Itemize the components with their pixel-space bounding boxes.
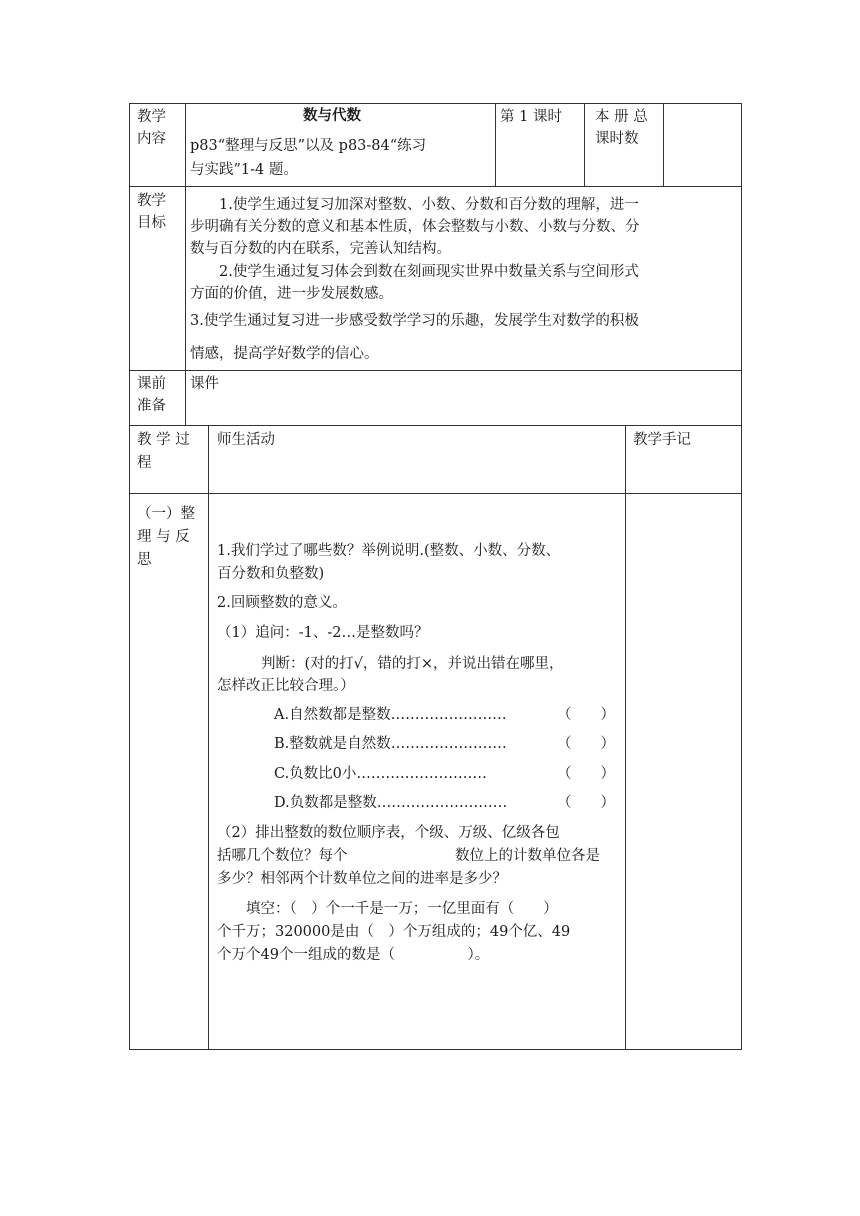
table-top-border (129, 103, 741, 104)
judge-item-text: D.负数都是整数……………………… (274, 795, 508, 811)
question-2-2-line-2b: 数位上的计数单位各是 (455, 848, 600, 864)
total-hours-label-2: 课时数 (595, 131, 639, 147)
objectives-label-2: 目标 (137, 215, 166, 231)
row-divider-objectives (129, 186, 741, 187)
content-line-1: p83“整理与反思”以及 p83-84“练习 (190, 138, 427, 154)
objectives-label-1: 教学 (137, 193, 166, 209)
judge-line-2: 怎样改正比较合理。） (217, 678, 355, 694)
judge-item-answer: （ ） (557, 766, 615, 782)
judge-item-text: B.整数就是自然数…………………… (274, 736, 507, 752)
objective-line: 情感，提高学好数学的信心。 (190, 346, 379, 362)
judge-item-answer: （ ） (557, 795, 615, 811)
judge-item-text: A.自然数都是整数…………………… (274, 707, 507, 723)
question-1-line-2: 百分数和负整数) (217, 566, 325, 582)
fill-blank-line-2: 个千万；320000是由（ ）个万组成的；49个亿、49 (217, 924, 571, 940)
question-2-2-line-2a: 括哪几个数位？每个 (217, 848, 348, 864)
row-divider-section (129, 493, 741, 494)
question-2-2-line-3: 多少？相邻两个计数单位之间的进率是多少？ (217, 871, 507, 887)
question-2: 2.回顾整数的意义。 (217, 595, 347, 611)
section-label-1: （一）整 (137, 506, 195, 522)
label-column-divider-upper (185, 103, 186, 425)
lesson-title: 数与代数 (303, 107, 361, 124)
total-hours-label-1: 本 册 总 (595, 109, 648, 125)
question-2-1: （1）追问：-1、-2…是整数吗？ (217, 625, 429, 641)
fill-blank-line-3: 个万个49个一组成的数是（ ）。 (217, 947, 490, 963)
question-1-line-1: 1.我们学过了哪些数？举例说明.(整数、小数、分数、 (217, 543, 561, 559)
judge-line-1: 判断：(对的打√，错的打×，并说出错在哪里， (261, 656, 564, 672)
row-divider-process (129, 425, 741, 426)
prep-label-1: 课前 (137, 376, 166, 392)
process-label-1: 教 学 过 (137, 432, 190, 448)
objective-line: 数与百分数的内在联系，完善认知结构。 (190, 241, 451, 257)
section-label-2: 理 与 反 (137, 529, 190, 545)
judge-item-answer: （ ） (557, 707, 615, 723)
notes-header: 教学手记 (633, 432, 691, 448)
header-divider-3 (663, 103, 664, 186)
fill-blank-line-1: 填空：（ ）个一千是一万；一亿里面有（ ） (246, 901, 558, 917)
prep-value: 课件 (190, 376, 219, 392)
content-label-1: 教学 (137, 109, 166, 125)
prep-label-2: 准备 (137, 398, 166, 414)
activity-header: 师生活动 (217, 432, 275, 448)
process-label-2: 程 (137, 455, 152, 471)
content-line-2: 与实践”1-4 题。 (190, 162, 298, 178)
label-column-divider-lower (208, 425, 209, 1049)
judge-item-answer: （ ） (557, 736, 615, 752)
row-divider-prep (129, 370, 741, 371)
notes-column-divider (625, 425, 626, 1049)
objective-line: 1.使学生通过复习加深对整数、小数、分数和百分数的理解，进一 (219, 197, 639, 213)
table-bottom-border (129, 1049, 741, 1050)
header-divider-2 (584, 103, 585, 186)
objective-line: 2.使学生通过复习体会到数在刻画现实世界中数量关系与空间形式 (219, 264, 639, 280)
table-right-border (741, 103, 742, 1050)
judge-item-text: C.负数比0小……………………… (274, 766, 487, 782)
section-label-3: 思 (137, 552, 152, 568)
objective-line: 步明确有关分数的意义和基本性质，体会整数与小数、小数与分数、分 (190, 219, 640, 235)
objective-line: 3.使学生通过复习进一步感受数学学习的乐趣，发展学生对数学的积极 (190, 313, 639, 329)
content-label-2: 内容 (137, 131, 166, 147)
lesson-number: 第 1 课时 (500, 109, 562, 125)
objective-line: 方面的价值，进一步发展数感。 (190, 286, 393, 302)
header-divider-1 (495, 103, 496, 186)
question-2-2-line-1: （2）排出整数的数位顺序表，个级、万级、亿级各包 (217, 825, 560, 841)
table-left-border (129, 103, 130, 1050)
